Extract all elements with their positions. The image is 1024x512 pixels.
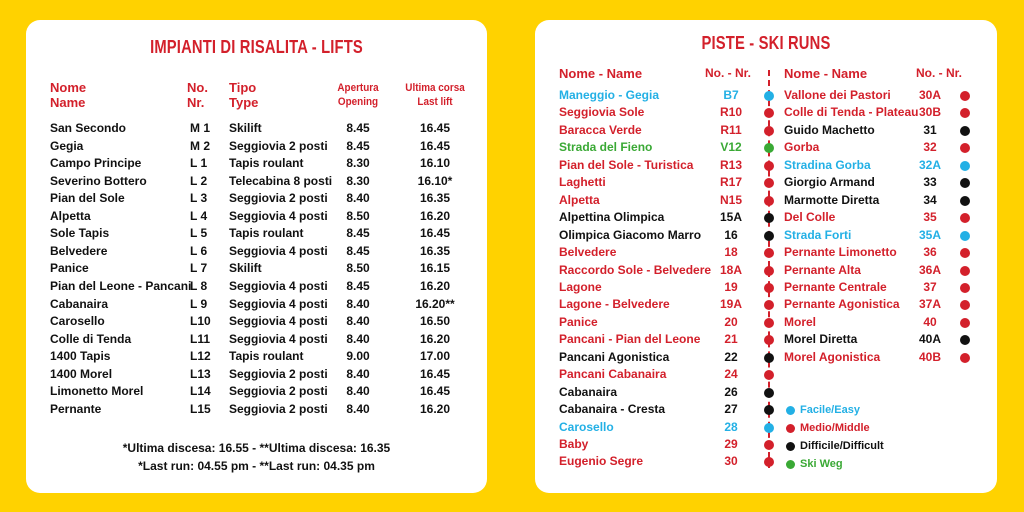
ski-runs-title: PISTE - SKI RUNS	[701, 33, 831, 53]
run-name: Pernante Centrale	[784, 279, 887, 294]
run-number: 28	[724, 419, 738, 434]
medium-dot-icon	[960, 283, 970, 293]
lift-type: Skilift	[229, 261, 262, 276]
medium-dot-icon	[960, 213, 970, 223]
difficult-dot-icon	[960, 126, 970, 136]
lift-name: Pernante	[50, 401, 102, 416]
lift-name: Carosello	[50, 314, 105, 329]
lift-last-lift: 16.45	[419, 138, 451, 153]
medium-dot-icon	[960, 318, 970, 328]
run-number: R11	[720, 122, 742, 137]
lift-number: L 7	[190, 261, 208, 276]
header-last-it: Ultima corsa	[405, 82, 465, 94]
run-number: V12	[720, 140, 742, 155]
run-row	[559, 436, 779, 453]
run-row	[784, 87, 974, 104]
lift-number: L12	[190, 349, 211, 364]
lift-number: L15	[190, 401, 211, 416]
run-row	[784, 122, 974, 139]
run-row	[784, 314, 974, 331]
run-number: 30B	[918, 105, 941, 120]
lift-opening: 8.40	[346, 366, 370, 381]
run-row	[559, 331, 779, 348]
lift-opening: 8.30	[346, 156, 370, 171]
lift-row	[26, 225, 487, 242]
lift-type: Skilift	[229, 121, 262, 135]
lift-name: Cabanaira	[50, 296, 109, 311]
header-no-it: No.	[187, 80, 208, 95]
run-name: Pian del Sole - Turistica	[559, 157, 694, 172]
lift-last-lift: 16.45	[419, 226, 451, 241]
lift-type: Seggiovia 2 posti	[229, 138, 328, 153]
run-name: Olimpica Giacomo Marro	[559, 227, 702, 242]
medium-dot-icon	[786, 424, 795, 433]
run-number: 22	[724, 349, 738, 364]
lift-last-lift: 16.10*	[417, 173, 453, 188]
run-number: 36	[923, 245, 937, 260]
medium-dot-icon	[764, 196, 774, 206]
run-name: Cabanaira - Cresta	[559, 402, 666, 417]
lift-type: Tapis roulant	[229, 156, 304, 171]
run-name: Maneggio - Gegia	[559, 88, 660, 102]
lift-type: Seggiovia 2 posti	[229, 401, 328, 416]
run-number: 30A	[918, 88, 941, 102]
lift-row	[26, 331, 487, 348]
lift-opening: 8.40	[346, 331, 370, 346]
run-row	[784, 279, 974, 296]
medium-dot-icon	[960, 143, 970, 153]
run-row	[784, 227, 974, 244]
header-type-en: Type	[229, 95, 259, 110]
lift-row	[26, 138, 487, 155]
easy-dot-icon	[960, 231, 970, 241]
run-name: Baracca Verde	[559, 122, 642, 137]
run-row	[784, 331, 974, 348]
run-number: B7	[723, 88, 739, 102]
run-row	[559, 401, 779, 418]
run-number: 30	[724, 454, 738, 469]
run-number: 32	[923, 140, 937, 155]
lift-row	[26, 296, 487, 313]
medium-dot-icon	[960, 353, 970, 363]
lift-name: Severino Bottero	[50, 173, 147, 188]
header-no	[187, 80, 208, 110]
run-number: 34	[923, 192, 937, 207]
lift-number: L11	[190, 331, 211, 346]
medium-dot-icon	[764, 266, 774, 276]
header-opening-it: Apertura	[337, 82, 379, 94]
run-name: Vallone dei Pastori	[784, 88, 891, 102]
run-row	[559, 139, 779, 156]
runs-right-header-name: Nome - Name	[784, 66, 868, 81]
legend-label: Difficile/Difficult	[800, 440, 884, 452]
ski-runs-panel	[535, 20, 997, 493]
lift-last-lift: 16.35	[419, 191, 451, 206]
lift-last-lift: 16.45	[419, 121, 451, 135]
run-name: Guido Machetto	[784, 122, 875, 137]
run-number: 20	[724, 314, 738, 329]
lift-opening: 8.45	[346, 226, 370, 241]
lift-name: Alpetta	[50, 208, 91, 223]
run-name: Alpettina Olimpica	[559, 210, 665, 225]
lift-type: Seggiovia 4 posti	[229, 331, 328, 346]
lift-row	[26, 173, 487, 190]
run-row	[559, 262, 779, 279]
lift-number: L10	[190, 314, 211, 329]
lift-opening: 8.40	[346, 384, 370, 399]
run-number: 29	[724, 437, 738, 451]
run-number: 26	[724, 384, 738, 399]
medium-dot-icon	[960, 266, 970, 276]
lift-name: Pian del Leone - Pancani	[50, 278, 192, 293]
lift-type: Seggiovia 4 posti	[229, 208, 328, 223]
medium-dot-icon	[764, 283, 774, 293]
header-no-en: Nr.	[187, 95, 205, 110]
header-name-it: Nome	[50, 80, 87, 95]
run-row	[559, 419, 779, 436]
lift-type: Seggiovia 2 posti	[229, 384, 328, 399]
header-opening-en: Opening	[337, 96, 379, 108]
lift-name: Colle di Tenda	[50, 331, 132, 346]
easy-dot-icon	[764, 423, 774, 433]
lift-row	[26, 313, 487, 330]
run-number: 40	[923, 314, 937, 329]
lift-name: Panice	[50, 261, 89, 276]
lift-opening: 8.50	[346, 208, 370, 223]
header-last-lift	[405, 81, 464, 109]
run-name: Alpetta	[559, 192, 600, 207]
run-name: Pernante Limonetto	[784, 245, 897, 260]
medium-dot-icon	[764, 248, 774, 258]
run-number: R13	[719, 157, 742, 172]
lift-last-lift: 16.20	[419, 208, 451, 223]
lift-row	[26, 190, 487, 207]
skiweg-dot-icon	[764, 143, 774, 153]
header-type	[229, 80, 258, 110]
lift-row	[26, 348, 487, 365]
run-row	[559, 279, 779, 296]
medium-dot-icon	[764, 318, 774, 328]
run-name: Cabanaira	[559, 384, 618, 399]
lift-row	[26, 155, 487, 172]
lift-type: Seggiovia 2 posti	[229, 191, 328, 206]
difficult-dot-icon	[960, 335, 970, 345]
run-number: 21	[724, 332, 738, 347]
run-number: 37A	[918, 297, 941, 312]
run-name: Del Colle	[784, 210, 836, 225]
run-row	[559, 209, 779, 226]
lift-number: L 1	[190, 156, 208, 171]
legend-label: Ski Weg	[800, 458, 843, 470]
lift-row	[26, 208, 487, 225]
runs-left-header-nr: No. - Nr.	[705, 66, 752, 80]
header-name-en: Name	[50, 95, 86, 110]
lift-opening: 8.40	[346, 191, 370, 206]
lift-name: Sole Tapis	[50, 226, 110, 241]
run-name: Pernante Alta	[784, 262, 861, 277]
run-row	[559, 104, 779, 121]
run-row	[559, 174, 779, 191]
run-name: Morel Agonistica	[784, 349, 881, 364]
lift-name: Campo Principe	[50, 156, 142, 171]
lift-opening: 8.40	[346, 296, 370, 311]
run-row	[559, 122, 779, 139]
run-name: Pancani - Pian del Leone	[559, 332, 701, 347]
run-row	[784, 157, 974, 174]
medium-dot-icon	[960, 108, 970, 118]
lift-last-lift: 16.50	[419, 314, 451, 329]
lift-type: Seggiovia 4 posti	[229, 278, 328, 293]
lifts-panel	[26, 20, 487, 493]
run-row	[784, 349, 974, 366]
run-row	[784, 244, 974, 261]
run-number: R17	[719, 175, 742, 190]
lift-number: L 8	[190, 278, 208, 293]
run-number: 19	[724, 279, 738, 294]
lift-type: Tapis roulant	[229, 226, 304, 241]
run-row	[784, 139, 974, 156]
lift-name: Pian del Sole	[50, 191, 125, 206]
run-number: 35	[923, 210, 937, 225]
run-name: Baby	[559, 437, 589, 451]
run-row	[559, 296, 779, 313]
run-name: Raccordo Sole - Belvedere	[559, 262, 712, 277]
lift-row	[26, 243, 487, 260]
lift-type: Telecabina 8 posti	[229, 173, 333, 188]
lift-opening: 9.00	[346, 349, 370, 364]
lift-number: M 1	[190, 121, 211, 135]
medium-dot-icon	[764, 126, 774, 136]
medium-dot-icon	[960, 300, 970, 310]
run-row	[784, 174, 974, 191]
lift-opening: 8.45	[346, 121, 370, 135]
run-row	[559, 244, 779, 261]
lift-type: Seggiovia 4 posti	[229, 314, 328, 329]
run-name: Lagone	[559, 279, 602, 294]
header-opening	[331, 81, 385, 109]
lift-row	[26, 401, 487, 418]
lift-opening: 8.45	[346, 138, 370, 153]
run-name: Strada del Fieno	[559, 140, 653, 155]
run-row	[559, 227, 779, 244]
lift-opening: 8.45	[346, 243, 370, 258]
run-name: Seggiovia Sole	[559, 105, 645, 120]
run-name: Stradina Gorba	[784, 157, 871, 172]
run-name: Giorgio Armand	[784, 175, 875, 190]
run-number: 40A	[918, 332, 941, 347]
lift-number: L 9	[190, 296, 208, 311]
difficult-dot-icon	[764, 231, 774, 241]
lift-row	[26, 278, 487, 295]
difficult-dot-icon	[960, 196, 970, 206]
lift-last-lift: 16.45	[419, 366, 451, 381]
run-name: Colle di Tenda - Plateau	[784, 105, 919, 120]
lift-number: L 6	[190, 243, 208, 258]
legend-label: Medio/Middle	[800, 422, 870, 434]
run-number: 37	[923, 279, 937, 294]
run-number: 31	[923, 122, 937, 137]
lift-row	[26, 383, 487, 400]
lift-name: 1400 Morel	[50, 366, 113, 381]
easy-dot-icon	[764, 91, 774, 101]
lift-last-lift: 16.20**	[415, 296, 455, 311]
run-row	[559, 453, 779, 470]
run-number: 33	[923, 175, 937, 190]
header-type-it: Tipo	[229, 80, 257, 95]
easy-dot-icon	[786, 406, 795, 415]
run-name: Morel	[784, 314, 817, 329]
run-number: 15A	[719, 210, 742, 225]
lift-last-lift: 16.20	[419, 278, 451, 293]
medium-dot-icon	[960, 248, 970, 258]
lift-row	[26, 366, 487, 383]
run-row	[559, 384, 779, 401]
lift-number: L 3	[190, 191, 208, 206]
run-number: 32A	[918, 157, 941, 172]
run-row	[559, 87, 779, 104]
run-name: Carosello	[559, 419, 614, 434]
lift-last-lift: 17.00	[419, 349, 451, 364]
lift-number: L 4	[190, 208, 208, 223]
lift-last-lift: 16.20	[419, 331, 451, 346]
run-number: 40B	[918, 349, 941, 364]
lift-last-lift: 16.15	[419, 261, 451, 276]
run-name: Pernante Agonistica	[784, 297, 900, 312]
run-name: Gorba	[784, 140, 820, 155]
lift-row	[26, 120, 487, 137]
difficult-dot-icon	[960, 178, 970, 188]
medium-dot-icon	[960, 91, 970, 101]
medium-dot-icon	[764, 178, 774, 188]
lift-last-lift: 16.45	[419, 384, 451, 399]
run-number: 18	[724, 245, 738, 260]
run-row	[559, 314, 779, 331]
run-row	[784, 192, 974, 209]
run-number: N15	[719, 192, 742, 207]
lift-number: L14	[190, 384, 211, 399]
lifts-title: IMPIANTI DI RISALITA - LIFTS	[150, 37, 363, 57]
run-row	[559, 157, 779, 174]
difficult-dot-icon	[764, 213, 774, 223]
runs-right-header-nr: No. - Nr.	[916, 66, 963, 80]
run-name: Pancani Agonistica	[559, 349, 670, 364]
lift-type: Tapis roulant	[229, 349, 304, 364]
run-number: 27	[724, 402, 738, 417]
lift-opening: 8.40	[346, 401, 370, 416]
footnote-english: *Last run: 04.55 pm - **Last run: 04.35 pm	[138, 459, 375, 473]
lift-type: Seggiovia 4 posti	[229, 243, 328, 258]
run-row	[784, 209, 974, 226]
lift-last-lift: 16.10	[419, 156, 451, 171]
run-number: 16	[724, 227, 738, 242]
legend-label: Facile/Easy	[800, 404, 860, 416]
difficult-dot-icon	[764, 405, 774, 415]
run-row	[784, 262, 974, 279]
medium-dot-icon	[764, 161, 774, 171]
run-name: Lagone - Belvedere	[559, 297, 670, 312]
medium-dot-icon	[764, 335, 774, 345]
run-number: 19A	[719, 297, 742, 312]
medium-dot-icon	[764, 457, 774, 467]
lift-type: Seggiovia 2 posti	[229, 366, 328, 381]
difficult-dot-icon	[764, 388, 774, 398]
run-row	[784, 104, 974, 121]
run-name: Belvedere	[559, 245, 617, 260]
header-name	[50, 80, 86, 110]
run-name: Pancani Cabanaira	[559, 367, 667, 382]
lift-name: 1400 Tapis	[50, 349, 111, 364]
lift-name: Gegia	[50, 138, 84, 153]
run-name: Eugenio Segre	[559, 454, 644, 469]
run-row	[784, 296, 974, 313]
skiweg-dot-icon	[786, 460, 795, 469]
runs-left-header-name: Nome - Name	[559, 66, 643, 81]
lift-opening: 8.30	[346, 173, 370, 188]
lift-opening: 8.50	[346, 261, 370, 276]
run-name: Laghetti	[559, 175, 606, 190]
lift-number: L 5	[190, 226, 208, 241]
run-row	[559, 192, 779, 209]
run-number: 35A	[918, 227, 941, 242]
footnote-italian: *Ultima discesa: 16.55 - **Ultima discesa: 16.35	[122, 441, 391, 455]
lift-row	[26, 260, 487, 277]
run-number: R10	[719, 105, 742, 120]
difficult-dot-icon	[764, 353, 774, 363]
lift-last-lift: 16.35	[419, 243, 451, 258]
medium-dot-icon	[764, 300, 774, 310]
lift-last-lift: 16.20	[419, 401, 451, 416]
lift-opening: 8.45	[346, 278, 370, 293]
run-number: 36A	[918, 262, 941, 277]
lift-type: Seggiovia 4 posti	[229, 296, 328, 311]
lift-name: Limonetto Morel	[50, 384, 144, 399]
lift-number: L13	[190, 366, 211, 381]
run-row	[559, 366, 779, 383]
difficult-dot-icon	[786, 442, 795, 451]
run-name: Marmotte Diretta	[784, 192, 880, 207]
medium-dot-icon	[764, 370, 774, 380]
run-name: Panice	[559, 314, 598, 329]
lift-name: San Secondo	[50, 121, 127, 135]
lift-name: Belvedere	[50, 243, 108, 258]
run-number: 18A	[719, 262, 742, 277]
run-name: Strada Forti	[784, 227, 852, 242]
run-row	[559, 349, 779, 366]
lift-number: M 2	[190, 138, 211, 153]
lift-number: L 2	[190, 173, 208, 188]
run-name: Morel Diretta	[784, 332, 858, 347]
medium-dot-icon	[764, 440, 774, 450]
header-last-en: Last lift	[417, 96, 453, 108]
medium-dot-icon	[764, 108, 774, 118]
run-number: 24	[724, 367, 738, 382]
easy-dot-icon	[960, 161, 970, 171]
lift-opening: 8.40	[346, 314, 370, 329]
